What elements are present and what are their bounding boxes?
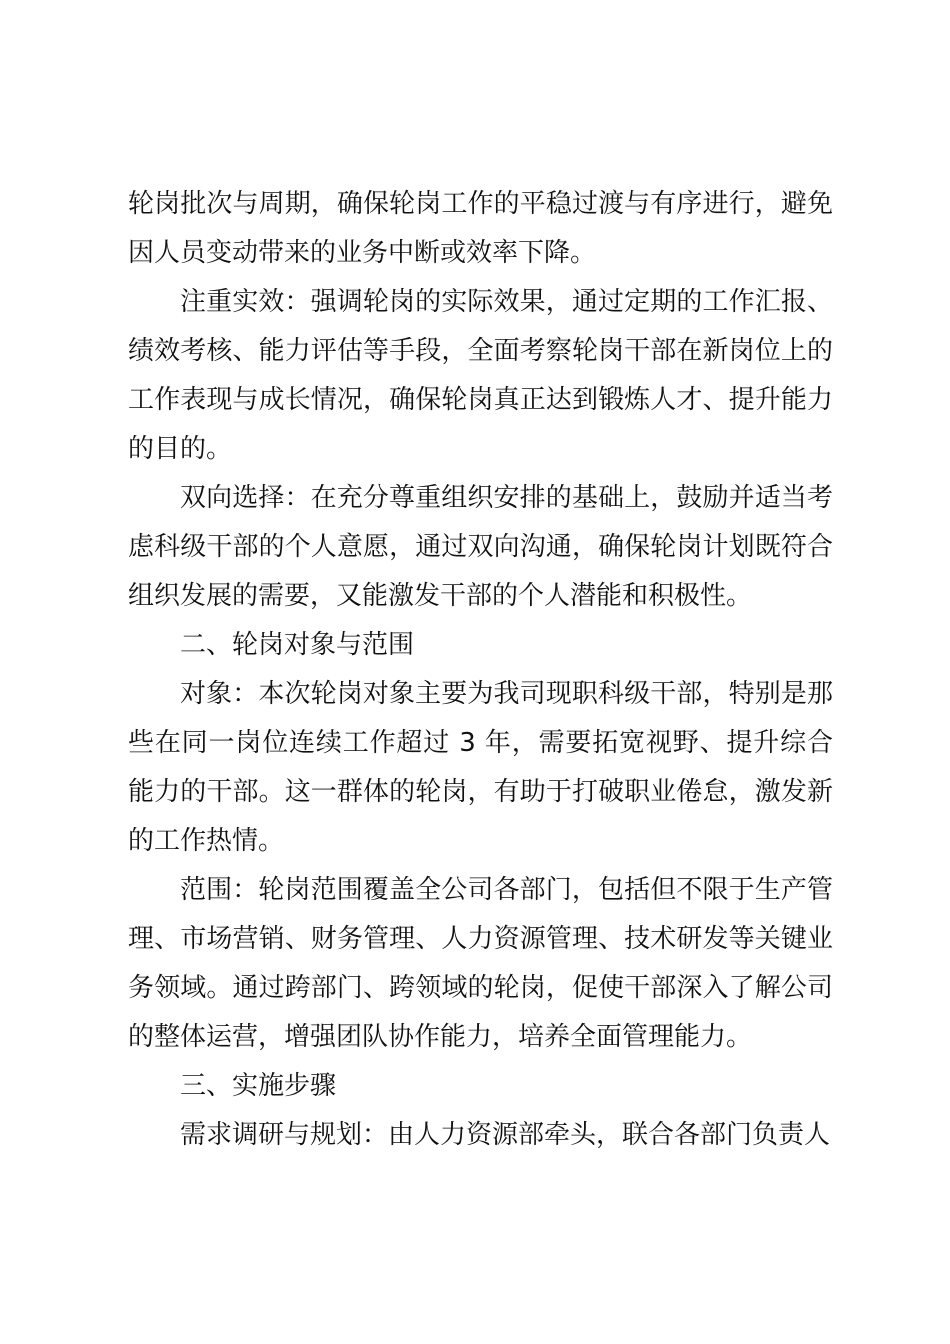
document-body: [128, 180, 833, 1160]
section-heading-rotation-scope: 二、轮岗对象与范围: [180, 630, 415, 660]
paragraph-continuation: 轮岗批次与周期，确保轮岗工作的平稳过渡与有序进行，避免因人员变动带来的业务中断或效率下降。: [128, 189, 833, 268]
section-heading-implementation-steps: 三、实施步骤: [180, 1071, 337, 1101]
paragraph-needs-research: 需求调研与规划：由人力资源部牵头，联合各部门负责人: [180, 1120, 831, 1150]
paragraph-rotation-range: 范围：轮岗范围覆盖全公司各部门，包括但不限于生产管理、市场营销、财务管理、人力资源管理、技术研发等关键业务领域。通过跨部门、跨领域的轮岗，促使干部深入了解公司的整体运营，增强团队协作能力，培养全面管理能力。: [128, 875, 833, 1052]
paragraph-focus-on-results: 注重实效：强调轮岗的实际效果，通过定期的工作汇报、绩效考核、能力评估等手段，全面考察轮岗干部在新岗位上的工作表现与成长情况，确保轮岗真正达到锻炼人才、提升能力的目的。: [128, 287, 833, 464]
paragraph-rotation-targets: 对象：本次轮岗对象主要为我司现职科级干部，特别是那些在同一岗位连续工作超过 3 年，需要拓宽视野、提升综合能力的干部。这一群体的轮岗，有助于打破职业倦怠，激发新的工作热情。: [128, 679, 833, 856]
paragraph-two-way-selection: 双向选择：在充分尊重组织安排的基础上，鼓励并适当考虑科级干部的个人意愿，通过双向沟通，确保轮岗计划既符合组织发展的需要，又能激发干部的个人潜能和积极性。: [128, 483, 833, 611]
